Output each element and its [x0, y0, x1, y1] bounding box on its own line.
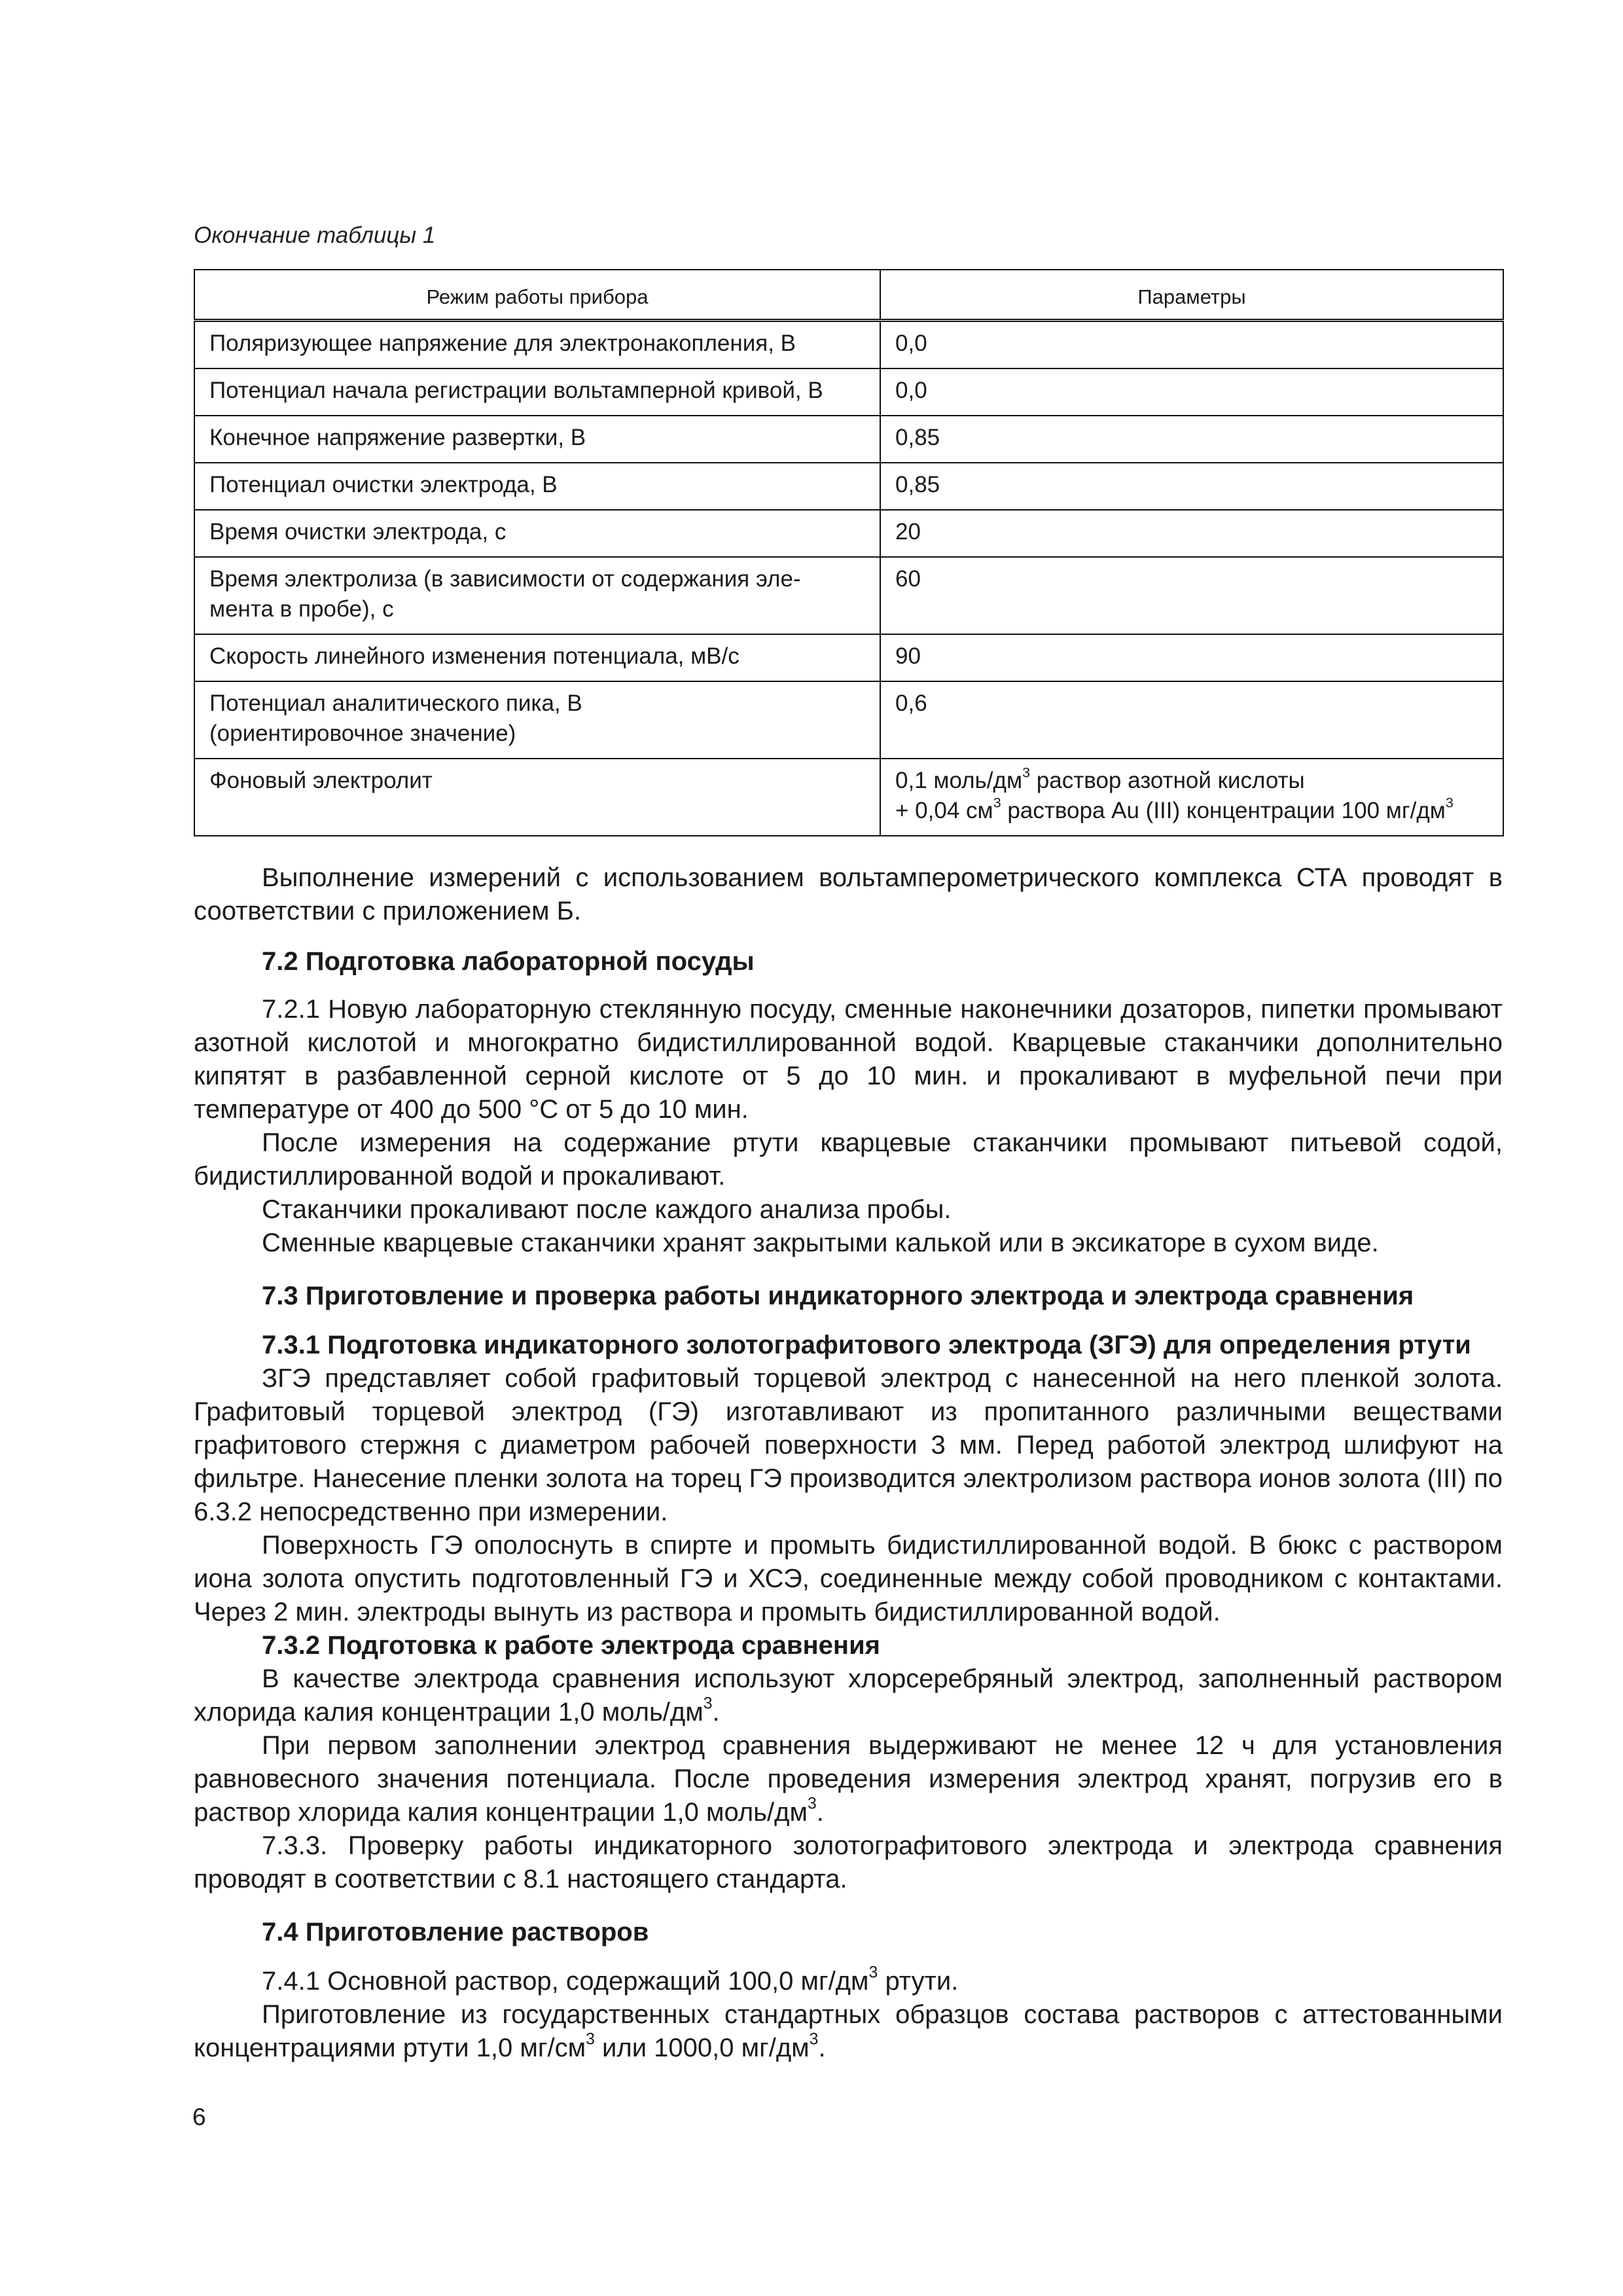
cell-parameter: 90	[880, 634, 1503, 681]
cell-mode: Потенциал очистки электрода, В	[194, 463, 880, 510]
cell-parameter: 0,85	[880, 416, 1503, 463]
table-row	[194, 463, 1503, 510]
text-fragment: При первом заполнении электрод сравнения выдерживают не менее 12 ч для установления равновесного значения потенциала. После проведения измерения электрод хранят, погрузив его в раствор хлорида калия концентрации 1,0 моль/дм	[194, 1731, 1503, 1827]
cell-mode: Потенциал начала регистрации вольтамперной кривой, В	[194, 368, 880, 416]
superscript: 3	[807, 1795, 817, 1813]
section-heading-7-4: 7.4 Приготовление растворов	[262, 1918, 649, 1946]
text-fragment: или 1000,0 мг/дм	[594, 2034, 810, 2062]
electrolyte-line-2	[895, 796, 1491, 826]
cell-mode: Время очистки электрода, с	[194, 510, 880, 557]
cell-parameter: 0,6	[880, 681, 1503, 759]
paragraph	[194, 1965, 1503, 1998]
superscript: 3	[703, 1695, 713, 1713]
paragraph	[194, 1998, 1503, 2065]
section-heading-7-3: 7.3 Приготовление и проверка работы индикаторного электрода и электрода сравнения	[262, 1282, 1414, 1310]
text-fragment: ртути.	[878, 1967, 959, 1996]
text-fragment: .	[818, 2034, 826, 2062]
page-number: 6	[192, 2104, 206, 2130]
paragraph: 7.2.1 Новую лабораторную стеклянную посуду, сменные наконечники дозаторов, пипетки промывают азотной кислотой и многократно бидистиллированной водой. Кварцевые стаканчики дополнительно кипятят в разбавленной серной кислоте от 5 до 10 мин. и прокаливают в муфельной печи при температуре от 400 до 500 °С от 5 до 10 мин.	[194, 995, 1503, 1124]
superscript: 3	[1022, 764, 1031, 781]
table-row	[194, 634, 1503, 681]
paragraph	[194, 1729, 1503, 1829]
cell-parameter	[880, 759, 1503, 836]
table-row	[194, 416, 1503, 463]
column-header-mode: Режим работы прибора	[194, 270, 880, 321]
body-text-b	[194, 1280, 1503, 2065]
superscript: 3	[586, 2030, 595, 2049]
paragraph: Стаканчики прокаливают после каждого анализа пробы.	[262, 1195, 952, 1224]
text-fragment: .	[816, 1798, 824, 1827]
paragraph: После измерения на содержание ртути кварцевые стаканчики промывают питьевой содой, бидистиллированной водой и прокаливают.	[194, 1128, 1503, 1191]
table-row	[194, 759, 1503, 836]
section-heading-7-2: 7.2 Подготовка лабораторной посуды	[262, 947, 755, 976]
cell-parameter: 60	[880, 557, 1503, 634]
table-header-row	[194, 270, 1503, 321]
text-fragment: раствор азотной кислоты	[1030, 768, 1305, 793]
paragraph: Выполнение измерений с использованием вольтамперометрического комплекса СТА проводят в соответствии с приложением Б.	[194, 863, 1503, 925]
table-row	[194, 557, 1503, 634]
cell-parameter: 0,0	[880, 368, 1503, 416]
text-fragment: Приготовление из государственных стандартных образцов состава растворов с аттестованными концентрациями ртути 1,0 мг/см	[194, 2000, 1503, 2062]
cell-mode: Время электролиза (в зависимости от содержания эле- мента в пробе), с	[194, 557, 880, 634]
cell-parameter: 20	[880, 510, 1503, 557]
cell-mode: Потенциал аналитического пика, В (ориентировочное значение)	[194, 681, 880, 759]
subsection-heading-7-3-1: 7.3.1 Подготовка индикаторного золотографитового электрода (ЗГЭ) для определения ртути	[262, 1331, 1471, 1359]
column-header-parameters: Параметры	[880, 270, 1503, 321]
cell-mode: Конечное напряжение развертки, В	[194, 416, 880, 463]
paragraph: Поверхность ГЭ ополоснуть в спирте и промыть бидистиллированной водой. В бюкс с раствором иона золота опустить подготовленный ГЭ и ХСЭ, соединенные между собой проводником с контактами. Через 2 мин. электроды вынуть из раствора и промыть бидистиллированной водой.	[194, 1531, 1503, 1626]
table-row	[194, 321, 1503, 369]
table-row	[194, 681, 1503, 759]
body-text-a	[194, 861, 1503, 1260]
cell-mode: Фоновый электролит	[194, 759, 880, 836]
cell-mode: Скорость линейного изменения потенциала, мВ/с	[194, 634, 880, 681]
table-row	[194, 510, 1503, 557]
parameters-table	[194, 269, 1504, 836]
table-row	[194, 368, 1503, 416]
text-fragment: 0,1 моль/дм	[895, 768, 1023, 793]
electrolyte-line-1	[895, 766, 1491, 796]
cell-parameter: 0,85	[880, 463, 1503, 510]
text-fragment: В качестве электрода сравнения используют хлорсеребряный электрод, заполненный раствором хлорида калия концентрации 1,0 моль/дм	[194, 1664, 1503, 1727]
superscript: 3	[868, 1964, 878, 1982]
table-caption: Окончание таблицы 1	[194, 223, 436, 248]
paragraph: 7.3.3. Проверку работы индикаторного золотографитового электрода и электрода сравнения проводят в соответствии с 8.1 настоящего стандарта.	[194, 1831, 1503, 1893]
text-fragment: + 0,04 см	[895, 798, 993, 823]
superscript: 3	[809, 2030, 819, 2049]
cell-parameter: 0,0	[880, 321, 1503, 369]
paragraph: ЗГЭ представляет собой графитовый торцевой электрод с нанесенной на него пленкой золота. Графитовый торцевой электрод (ГЭ) изготавливают из пропитанного различными веществами графитового стержня с диаметром рабочей поверхности 3 мм. Перед работой электрод шлифуют на фильтре. Нанесение пленки золота на торец ГЭ производится электролизом раствора ионов золота (III) по 6.3.2 непосредственно при измерении.	[194, 1364, 1503, 1526]
text-fragment: 7.4.1 Основной раствор, содержащий 100,0 мг/дм	[262, 1967, 869, 1996]
paragraph: Сменные кварцевые стаканчики хранят закрытыми калькой или в эксикаторе в сухом виде.	[262, 1229, 1379, 1257]
superscript: 3	[993, 794, 1001, 811]
paragraph	[194, 1662, 1503, 1729]
cell-mode: Поляризующее напряжение для электронакопления, В	[194, 321, 880, 369]
subsection-heading-7-3-2: 7.3.2 Подготовка к работе электрода сравнения	[262, 1631, 880, 1660]
text-fragment: раствора Au (III) концентрации 100 мг/дм	[1001, 798, 1446, 823]
superscript: 3	[1445, 794, 1454, 811]
text-fragment: .	[712, 1698, 720, 1727]
